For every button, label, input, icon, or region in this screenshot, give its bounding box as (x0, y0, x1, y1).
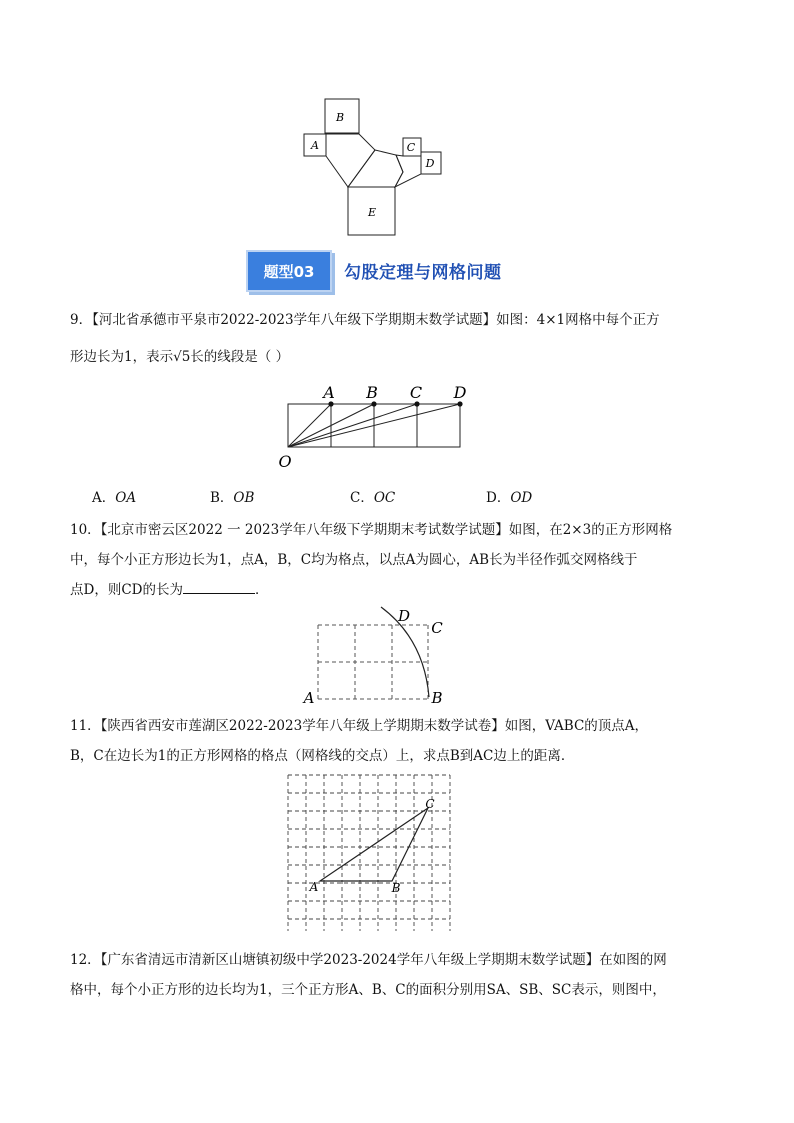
section-title: 勾股定理与网格问题 (344, 263, 502, 283)
q9-label-b: B (366, 383, 378, 402)
label-c: C (406, 141, 416, 154)
q9-option-c: C．OC (350, 490, 396, 506)
question-10 (70, 516, 730, 604)
question-11 (70, 712, 730, 770)
segment-oa (288, 404, 331, 447)
point-a (328, 401, 333, 406)
q9-label-a: A (323, 383, 335, 402)
question-9 (70, 306, 730, 371)
question-12 (70, 946, 730, 1004)
label-b: B (335, 111, 345, 124)
q9-label-o: O (278, 452, 292, 471)
point-c (414, 401, 419, 406)
q11-label-c: C (425, 797, 435, 811)
q11-line1: 11．【陕西省西安市莲湖区2022-2023学年八年级上学期期末数学试卷】如图，VABC的顶点A， (70, 718, 649, 734)
q11-line2: B，C在边长为1的正方形网格的格点（网格线的交点）上，求点B到AC边上的距离． (70, 748, 575, 764)
q12-line1: 12．【广东省清远市清新区山塘镇初级中学2023-2024学年八年级上学期期末数学试题】在如图的网 (70, 952, 667, 968)
q9-sqrt5: √5 (173, 349, 191, 365)
q9-grid-figure (272, 380, 472, 472)
q10-label-c: C (431, 619, 443, 637)
q9-option-d: D．OD (486, 490, 533, 506)
section-badge: 题型03 (246, 250, 332, 292)
q9-line1: 9．【河北省承德市平泉市2022-2023学年八年级下学期期末数学试题】如图：4×1网格中每个正方 (70, 312, 660, 328)
q12-line2: 格中，每个小正方形的边长均为1，三个正方形A、B、C的面积分别用SA、SB、SC表示，则图中， (70, 982, 666, 998)
q11-label-b: B (391, 881, 401, 895)
triangle-abc (320, 808, 428, 881)
q10-label-a: A (303, 689, 315, 706)
q10-label-b: B (431, 689, 443, 706)
q10-line3-b: ． (254, 582, 269, 598)
q10-line2: 中，每个小正方形边长为1，点A，B，C均为格点，以点A为圆心，AB长为半径作弧交网格线于 (70, 552, 638, 568)
q10-line3-a: 点D，则CD的长为 (70, 582, 183, 598)
q9-line2-b: 长的线段是（ ） (190, 349, 290, 365)
q10-grid-figure (298, 604, 458, 706)
label-d: D (425, 157, 435, 170)
point-d (457, 401, 462, 406)
q11-grid-figure (282, 772, 464, 934)
q10-label-d: D (397, 607, 411, 625)
q11-label-a: A (309, 880, 319, 894)
q10-answer-blank[interactable] (183, 579, 255, 594)
q10-line1: 10．【北京市密云区2022 一 2023学年八年级下学期期末考试数学试题】如图，在2×3的正方形网格 (70, 522, 673, 538)
q9-option-b: B．OB (210, 490, 255, 506)
square-small-link (395, 155, 421, 187)
q9-label-c: C (409, 383, 423, 402)
q9-label-d: D (453, 383, 467, 402)
label-a: A (311, 139, 319, 152)
pythagoras-squares-figure (295, 90, 455, 240)
square-mid-right (348, 150, 403, 187)
segment-oc (288, 404, 417, 447)
label-e: E (367, 206, 377, 219)
q9-line2-a: 形边长为1，表示 (70, 349, 174, 365)
q9-option-a: A．OA (92, 490, 137, 506)
point-b (371, 401, 376, 406)
